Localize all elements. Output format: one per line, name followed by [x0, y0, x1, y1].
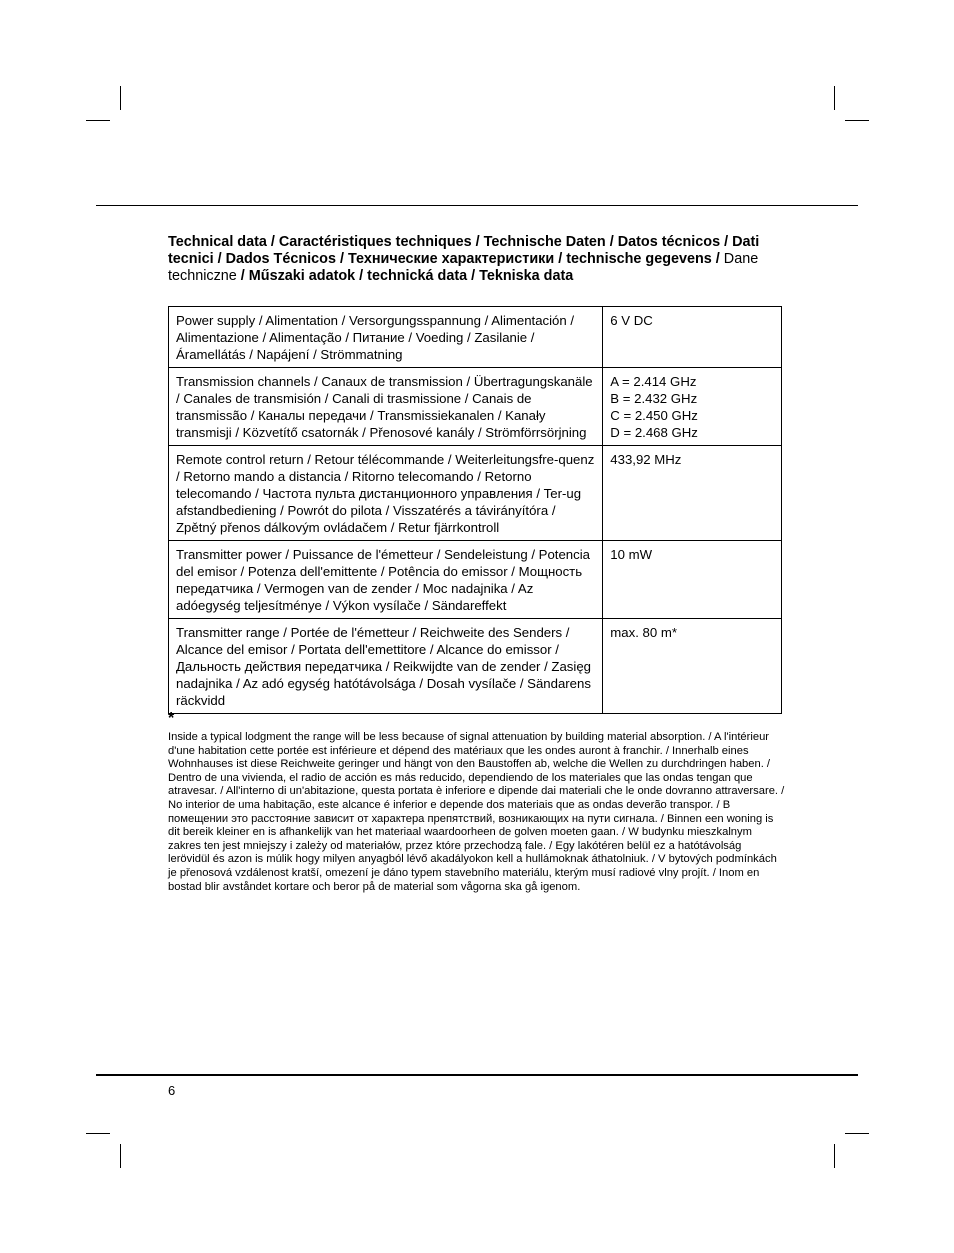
spec-label: Power supply / Alimentation / Versorgungsspannung / Alimentación / Alimentazione / Alimentação / Питание / Voeding / Zasilanie / Áramellátás / Napájení / Strömmatning: [169, 307, 603, 368]
table-row: [169, 307, 782, 368]
spec-label: Remote control return / Retour télécommande / Weiterleitungsfre-quenz / Retorno mando a distancia / Ritorno telecomando / Retorno telecomando / Частота пульта дистанционного управления / Ter-ug afstandbediening / Powrót do pilota / Visszatérés a távirányítóra / Zpětný přenos dálkovým ovládačem / Retur fjärrkontroll: [169, 446, 603, 541]
crop-mark: [834, 1144, 835, 1168]
spec-value-line: max. 80 m*: [610, 625, 677, 640]
footnote-mark: *: [168, 710, 175, 727]
spec-value: [603, 307, 782, 368]
crop-mark: [120, 1144, 121, 1168]
footer-rule: [96, 1074, 858, 1076]
spec-value: [603, 541, 782, 619]
technical-data-table: [168, 306, 782, 714]
table-row: [169, 541, 782, 619]
footnote-text: Inside a typical lodgment the range will be less because of signal attenuation by building material absorption. / A l'intérieur d'une habitation cette portée est inférieure et dépend des matériaux que les ondes auront à franchir. / Innerhalb eines Wohnhauses ist diese Reichweite geringer und hängt von den Baustoffen ab, welche die Wellen zu durchdringen haben. / Dentro de una vivienda, el radio de acción es más reducido, dependiendo de los materiales que las ondas tengan que atravesar. / All'interno di un'abitazione, questa portata è inferiore e dipende dai materiali che le onde dovranno attraversare. / No interior de uma habitação, este alcance é inferior e depende dos materiais que as ondas deverão transpor. / В помещении это расстояние зависит от характера препятствий, возникающих на пути сигнала. / Binnen een woning is dit bereik kleiner en is afhankelijk van het materiaal waardoorheen de golven moeten gaan. / W budynku mieszkalnym zakres ten jest mniejszy i zależy od materiałów, przez które przechodzą fale. / Egy lakótéren belül ez a hatótávolság lerövidül és azon is múlik hogy milyen anyagból lévő akadályokon kell a hullámoknak áthatolniuk. / V bytových podmínkách je přenosová vzdálenost kratší, omezení je dáno typem stavebního materiálu, kterým musí radiové vlny projít. / Inom en bostad blir avståndet kortare och beror på de material som vågorna ska gå igenom.: [168, 731, 785, 893]
crop-mark: [86, 1133, 110, 1134]
spec-value: [603, 619, 782, 714]
crop-mark: [834, 86, 835, 110]
spec-label: Transmitter range / Portée de l'émetteur / Reichweite des Senders / Alcance del emisor / Portata dell'emettitore / Alcance do emissor / Дальность действия передатчика / Reikwijdte van de zender / Zasięg nadajnika / Az adó egység hatótávolsága / Dosah vysílače / Sändarens räckvidd: [169, 619, 603, 714]
spec-value-line: C = 2.450 GHz: [610, 408, 698, 423]
crop-mark: [845, 1133, 869, 1134]
page-number: 6: [168, 1083, 176, 1098]
title-bold-end: / Műszaki adatok / technická data / Tekniska data: [236, 268, 574, 284]
spec-value-line: A = 2.414 GHz: [610, 374, 697, 389]
spec-value-line: D = 2.468 GHz: [610, 425, 698, 440]
spec-label: Transmission channels / Canaux de transmission / Übertragungskanäle / Canales de transmisión / Canali di trasmissione / Canais de transmissão / Каналы передачи / Transmissiekanalen / Kanały transmisji / Közvetítő csatornák / Přenosové kanály / Strömförrsörjning: [169, 368, 603, 446]
crop-mark: [86, 120, 110, 121]
crop-mark: [845, 120, 869, 121]
spec-value: [603, 368, 782, 446]
spec-value-line: 10 mW: [610, 547, 653, 562]
page-title: [168, 234, 798, 285]
spec-value: [603, 446, 782, 541]
crop-mark: [120, 86, 121, 110]
table-row: [169, 368, 782, 446]
spec-value-line: 6 V DC: [610, 313, 653, 328]
spec-value-line: 433,92 MHz: [610, 452, 682, 467]
header-rule: [96, 205, 858, 206]
title-light-part: Dane techniczne: [168, 251, 759, 284]
table-row: [169, 619, 782, 714]
table-row: [169, 446, 782, 541]
title-bold-part: Technical data / Caractéristiques techniques / Technische Daten / Datos técnicos / Dati tecnici / Dados Técnicos / Технические характеристики / technische gegevens /: [168, 234, 760, 267]
spec-value-line: B = 2.432 GHz: [610, 391, 698, 406]
spec-label: Transmitter power / Puissance de l'émetteur / Sendeleistung / Potencia del emisor / Potenza dell'emittente / Potência do emissor / Мощность передатчика / Vermogen van de zender / Moc nadajnika / Az adóegység teljesítménye / Výkon vysílače / Sändareffekt: [169, 541, 603, 619]
